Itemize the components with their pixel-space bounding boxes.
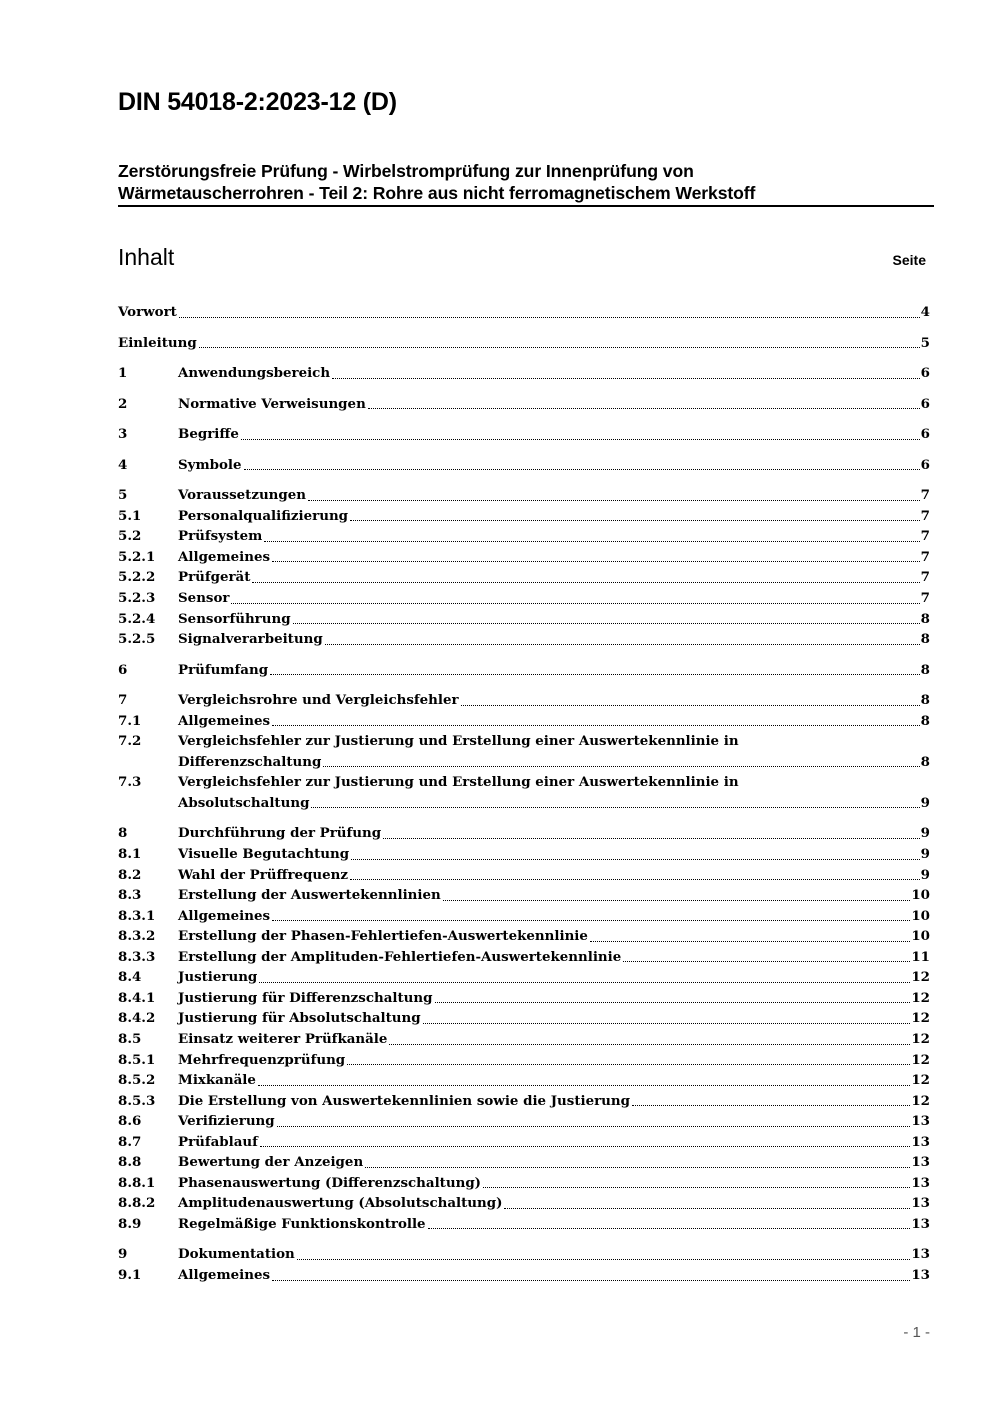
toc-entry[interactable]	[118, 772, 930, 813]
toc-entry[interactable]	[118, 333, 930, 354]
toc-entry-page: 12	[911, 989, 930, 1006]
toc-entry-page: 12	[911, 1030, 930, 1047]
toc-entry-title: Erstellung der Amplituden-Fehlertiefen-Auswertekennlinie	[178, 948, 622, 965]
document-title-line-2: Wärmetauscherrohren - Teil 2: Rohre aus nicht ferromagnetischem Werkstoff	[118, 183, 756, 203]
toc-entry-number: 7.2	[118, 733, 142, 750]
toc-entry-title: Durchführung der Prüfung	[178, 825, 382, 842]
toc-entry-number: 8.5.3	[118, 1092, 156, 1109]
toc-dot-leader	[297, 1259, 911, 1260]
toc-dot-leader	[590, 941, 910, 942]
toc-entry-line2	[178, 793, 930, 814]
toc-entry-title: Allgemeines	[178, 1266, 271, 1283]
toc-entry-page: 7	[920, 528, 930, 545]
toc-entry[interactable]	[118, 629, 930, 650]
toc-entry-page: 7	[920, 569, 930, 586]
toc-entry-title: Signalverarbeitung	[178, 631, 323, 648]
toc-entry-number: 5.2.2	[118, 569, 156, 586]
toc-entry-number: 5.2.5	[118, 631, 156, 648]
toc-entry-page: 11	[911, 948, 930, 965]
toc-entry-number: 6	[118, 661, 128, 678]
toc-dot-leader	[260, 1146, 910, 1147]
toc-dot-leader	[270, 674, 920, 675]
toc-entry[interactable]	[118, 547, 930, 568]
toc-dot-leader	[179, 317, 920, 318]
toc-entry-page: 8	[920, 631, 930, 648]
toc-entry-page: 13	[911, 1195, 930, 1212]
toc-entry-body	[178, 772, 930, 813]
toc-entry-title: Erstellung der Auswertekennlinien	[178, 887, 441, 904]
toc-entry-title: Phasenauswertung (Differenzschaltung)	[178, 1174, 482, 1191]
toc-entry[interactable]	[118, 947, 930, 968]
toc-entry-number: 8	[118, 825, 128, 842]
toc-entry-title: Allgemeines	[178, 907, 271, 924]
toc-entry[interactable]	[118, 906, 930, 927]
toc-entry-number: 8.2	[118, 866, 142, 883]
toc-entry-body	[178, 731, 930, 772]
toc-entry-page: 13	[911, 1133, 930, 1150]
toc-entry[interactable]	[118, 1132, 930, 1153]
toc-entry-title: Vergleichsfehler zur Justierung und Erstellung einer Auswertekennlinie in	[178, 733, 739, 750]
toc-entry-page: 9	[920, 846, 930, 863]
toc-dot-leader	[231, 603, 919, 604]
toc-entry-page: 4	[920, 304, 930, 320]
toc-entry-number: 9	[118, 1246, 128, 1263]
toc-entry-page: 9	[920, 825, 930, 842]
toc-entry[interactable]	[118, 485, 930, 506]
toc-entry[interactable]	[118, 506, 930, 527]
toc-entry-title: Voraussetzungen	[178, 487, 307, 504]
toc-entry-title: Dokumentation	[178, 1246, 295, 1263]
toc-entry-number: 8.6	[118, 1113, 142, 1130]
toc-entry-title: Justierung	[178, 969, 258, 986]
toc-entry-number: 8.8.1	[118, 1174, 156, 1191]
toc-entry-number: 8.8	[118, 1154, 142, 1171]
toc-entry[interactable]	[118, 1070, 930, 1091]
toc-entry-title-continued: Differenzschaltung	[178, 753, 322, 770]
toc-entry-title: Prüfgerät	[178, 569, 251, 586]
toc-entry-page: 8	[920, 753, 930, 770]
toc-entry-page: 12	[911, 1010, 930, 1027]
document-number: DIN 54018-2:2023-12 (D)	[118, 88, 397, 116]
toc-entry-number: 3	[118, 426, 128, 443]
toc-entry-page: 13	[911, 1266, 930, 1283]
toc-dot-leader	[483, 1187, 910, 1188]
toc-entry-page: 8	[920, 610, 930, 627]
toc-entry[interactable]	[118, 865, 930, 886]
toc-entry-page: 10	[911, 887, 930, 904]
toc-entry-number: 1	[118, 365, 128, 382]
toc-dot-leader	[277, 1126, 911, 1127]
toc-entry[interactable]	[118, 363, 930, 384]
toc-dot-leader	[350, 879, 920, 880]
toc-entry-page: 8	[920, 661, 930, 678]
toc-entry-number: 8.4	[118, 969, 142, 986]
toc-entry-page: 10	[911, 928, 930, 945]
toc-entry-title: Begriffe	[178, 426, 239, 443]
toc-entry-page: 13	[911, 1215, 930, 1232]
toc-dot-leader	[351, 859, 920, 860]
toc-entry[interactable]	[118, 1214, 930, 1235]
toc-dot-leader	[347, 1064, 910, 1065]
toc-dot-leader	[325, 644, 920, 645]
toc-entry-title: Normative Verweisungen	[178, 395, 366, 412]
toc-entry-title: Justierung für Absolutschaltung	[178, 1010, 421, 1027]
toc-entry[interactable]	[118, 1111, 930, 1132]
toc-dot-leader	[272, 1280, 910, 1281]
toc-dot-leader	[293, 623, 920, 624]
toc-dot-leader	[368, 408, 920, 409]
toc-entry-title: Prüfablauf	[178, 1133, 258, 1150]
toc-entry[interactable]	[118, 926, 930, 947]
toc-entry-page: 13	[911, 1174, 930, 1191]
toc-dot-leader	[264, 541, 919, 542]
toc-entry-title: Die Erstellung von Auswertekennlinien sowie die Justierung	[178, 1092, 631, 1109]
toc-entry-number: 8.9	[118, 1215, 142, 1232]
toc-dot-leader	[435, 1002, 911, 1003]
toc-entry-page: 6	[920, 426, 930, 443]
toc-entry-number: 8.8.2	[118, 1195, 156, 1212]
toc-entry-title: Bewertung der Anzeigen	[178, 1154, 364, 1171]
toc-dot-leader	[383, 838, 920, 839]
toc-entry-title: Vorwort	[118, 304, 177, 320]
toc-entry-title: Vergleichsfehler zur Justierung und Erstellung einer Auswertekennlinie in	[178, 774, 739, 791]
toc-entry-title: Prüfsystem	[178, 528, 263, 545]
toc-entry-number: 8.4.1	[118, 989, 156, 1006]
toc-entry[interactable]	[118, 844, 930, 865]
toc-entry-title: Mixkanäle	[178, 1072, 256, 1089]
toc-entry-title: Mehrfrequenzprüfung	[178, 1051, 346, 1068]
toc-entry-number: 4	[118, 456, 128, 473]
toc-dot-leader	[632, 1105, 910, 1106]
toc-entry-number: 5.2.1	[118, 548, 156, 565]
toc-entry[interactable]	[118, 302, 930, 323]
toc-dot-leader	[308, 500, 920, 501]
toc-dot-leader	[350, 520, 920, 521]
toc-dot-leader	[332, 378, 920, 379]
toc-entry[interactable]	[118, 567, 930, 588]
toc-dot-leader	[272, 725, 920, 726]
toc-entry-title: Personalqualifizierung	[178, 507, 349, 524]
toc-entry-number: 2	[118, 395, 128, 412]
toc-entry-title: Justierung für Differenzschaltung	[178, 989, 433, 1006]
toc-entry-title: Prüfumfang	[178, 661, 269, 678]
toc-entry-title: Erstellung der Phasen-Fehlertiefen-Auswertekennlinie	[178, 928, 588, 945]
toc-entry-title: Symbole	[178, 456, 242, 473]
toc-entry-number: 8.5.2	[118, 1072, 156, 1089]
toc-dot-leader	[244, 469, 920, 470]
toc-entry-page: 13	[911, 1113, 930, 1130]
toc-dot-leader	[428, 1228, 911, 1229]
toc-entry-title: Sensor	[178, 590, 230, 607]
toc-entry-number: 5.2.3	[118, 590, 156, 607]
toc-entry-page: 7	[920, 590, 930, 607]
toc-entry-page: 13	[911, 1154, 930, 1171]
toc-entry-title: Einleitung	[118, 334, 197, 351]
toc-entry-page: 6	[920, 456, 930, 473]
toc-entry-number: 9.1	[118, 1266, 142, 1283]
toc-entry-title: Allgemeines	[178, 712, 271, 729]
toc-entry-number: 7.1	[118, 712, 142, 729]
toc-dot-leader	[272, 561, 920, 562]
toc-entry-page: 6	[920, 365, 930, 382]
toc-entry[interactable]	[118, 988, 930, 1009]
toc-entry-number: 5	[118, 487, 128, 504]
document-title-line-1: Zerstörungsfreie Prüfung - Wirbelstromprüfung zur Innenprüfung von	[118, 161, 694, 181]
toc-entry-number: 8.3.2	[118, 928, 156, 945]
toc-entry[interactable]	[118, 588, 930, 609]
toc-dot-leader	[389, 1044, 910, 1045]
toc-dot-leader	[623, 961, 910, 962]
toc-heading	[118, 244, 926, 271]
table-of-contents	[118, 302, 930, 1286]
toc-entry-title: Wahl der Prüffrequenz	[178, 866, 349, 883]
toc-entry-number: 8.3.1	[118, 907, 156, 924]
toc-entry-title: Amplitudenauswertung (Absolutschaltung)	[178, 1195, 503, 1212]
toc-entry[interactable]	[118, 526, 930, 547]
toc-entry-number: 8.5	[118, 1030, 142, 1047]
toc-entry-number: 7	[118, 692, 128, 709]
toc-entry-title: Regelmäßige Funktionskontrolle	[178, 1215, 426, 1232]
toc-entry[interactable]	[118, 885, 930, 906]
toc-dot-leader	[423, 1023, 911, 1024]
toc-entry[interactable]	[118, 1152, 930, 1173]
toc-entry-number: 8.4.2	[118, 1010, 156, 1027]
toc-entry-page: 7	[920, 487, 930, 504]
toc-dot-leader	[259, 982, 910, 983]
toc-entry-page: 12	[911, 1051, 930, 1068]
toc-entry-title: Vergleichsrohre und Vergleichsfehler	[178, 692, 459, 709]
toc-entry[interactable]	[118, 455, 930, 476]
toc-entry[interactable]	[118, 1173, 930, 1194]
page-number: - 1 -	[903, 1324, 930, 1341]
toc-entry-number: 8.1	[118, 846, 142, 863]
toc-entry[interactable]	[118, 731, 930, 772]
toc-entry-page: 8	[920, 712, 930, 729]
toc-entry-number: 8.3.3	[118, 948, 156, 965]
toc-dot-leader	[252, 582, 919, 583]
toc-entry[interactable]	[118, 1029, 930, 1050]
toc-heading-title: Inhalt	[118, 244, 175, 270]
toc-page-column-label: Seite	[892, 252, 926, 268]
toc-entry-page: 12	[911, 1092, 930, 1109]
toc-entry-title: Allgemeines	[178, 548, 271, 565]
toc-entry-title: Verifizierung	[178, 1113, 275, 1130]
toc-entry-title: Anwendungsbereich	[178, 365, 331, 382]
toc-entry-page: 5	[920, 334, 930, 351]
toc-dot-leader	[272, 920, 910, 921]
toc-dot-leader	[311, 807, 919, 808]
toc-entry-page: 12	[911, 969, 930, 986]
toc-entry[interactable]	[118, 690, 930, 711]
toc-entry-number: 5.2	[118, 528, 142, 545]
toc-entry-page: 12	[911, 1072, 930, 1089]
toc-entry[interactable]	[118, 967, 930, 988]
document-title	[118, 160, 934, 207]
toc-entry-page: 7	[920, 507, 930, 524]
toc-entry[interactable]	[118, 711, 930, 732]
toc-dot-leader	[258, 1085, 910, 1086]
toc-entry-title: Sensorführung	[178, 610, 291, 627]
toc-entry-title-continued: Absolutschaltung	[178, 794, 310, 811]
toc-dot-leader	[461, 705, 920, 706]
toc-entry[interactable]	[118, 1050, 930, 1071]
toc-entry[interactable]	[118, 1265, 930, 1286]
toc-entry-line2	[178, 752, 930, 773]
toc-entry-page: 8	[920, 692, 930, 709]
toc-entry-page: 9	[920, 866, 930, 883]
toc-entry[interactable]	[118, 609, 930, 630]
toc-dot-leader	[199, 347, 920, 348]
toc-dot-leader	[323, 766, 919, 767]
toc-entry[interactable]	[118, 424, 930, 445]
toc-entry[interactable]	[118, 660, 930, 681]
toc-entry[interactable]	[118, 823, 930, 844]
toc-entry[interactable]	[118, 1244, 930, 1265]
toc-entry-title: Einsatz weiterer Prüfkanäle	[178, 1030, 388, 1047]
toc-dot-leader	[504, 1208, 910, 1209]
toc-entry[interactable]	[118, 394, 930, 415]
toc-entry[interactable]	[118, 1008, 930, 1029]
toc-entry-number: 8.7	[118, 1133, 142, 1150]
toc-entry-page: 6	[920, 395, 930, 412]
toc-dot-leader	[241, 439, 920, 440]
toc-dot-leader	[365, 1167, 910, 1168]
toc-entry-number: 5.2.4	[118, 610, 156, 627]
toc-entry-number: 7.3	[118, 774, 142, 791]
toc-entry-page: 10	[911, 907, 930, 924]
toc-entry-number: 8.3	[118, 887, 142, 904]
toc-entry-page: 9	[920, 794, 930, 811]
toc-entry[interactable]	[118, 1193, 930, 1214]
toc-entry-number: 5.1	[118, 507, 142, 524]
toc-entry-page: 7	[920, 548, 930, 565]
toc-entry-title: Visuelle Begutachtung	[178, 846, 350, 863]
toc-entry[interactable]	[118, 1091, 930, 1112]
toc-entry-number: 8.5.1	[118, 1051, 156, 1068]
toc-entry-page: 13	[911, 1246, 930, 1263]
toc-dot-leader	[443, 900, 911, 901]
